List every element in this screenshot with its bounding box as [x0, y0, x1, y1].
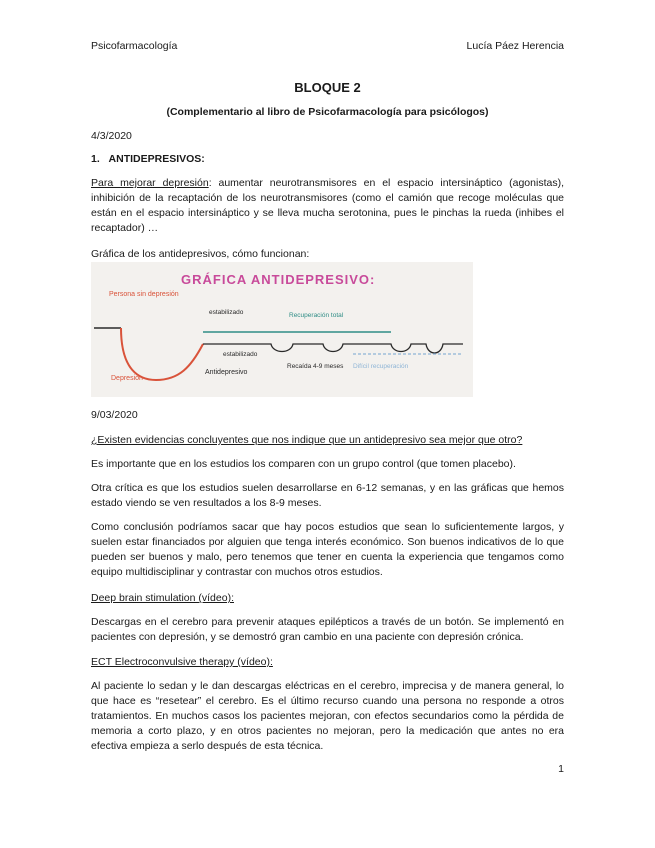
- date-2: 9/03/2020: [91, 409, 138, 421]
- document-title: BLOQUE 2: [294, 80, 361, 95]
- question-heading: ¿Existen evidencias concluyentes que nos indique que un antidepresivo sea mejor que otro?: [91, 434, 523, 446]
- section-number: 1.: [91, 153, 100, 165]
- label-dificil: Difícil recuperación: [353, 363, 409, 370]
- graph-title: GRÁFICA ANTIDEPRESIVO:: [181, 272, 376, 287]
- paragraph-1: [91, 176, 564, 236]
- paragraph-3: Otra crítica es que los estudios suelen desarrollarse en 6-12 semanas, y en las gráficas que hemos estado viendo se ven resultados a los 8-9 meses.: [91, 482, 564, 509]
- header-right: Lucía Páez Herencia: [466, 40, 564, 52]
- label-recuperacion-total: Recuperación total: [289, 312, 344, 319]
- label-recaida: Recaída 4-9 meses: [287, 363, 344, 370]
- document-subtitle: (Complementario al libro de Psicofarmacología para psicólogos): [166, 106, 489, 118]
- dbs-heading: Deep brain stimulation (vídeo):: [91, 592, 234, 604]
- label-estabilizado-mid: estabilizado: [223, 351, 258, 358]
- label-persona: Persona sin depresión: [109, 291, 179, 298]
- figure-caption: Gráfica de los antidepresivos, cómo funcionan:: [91, 248, 310, 260]
- header-left: Psicofarmacología: [91, 40, 178, 52]
- page-number: 1: [558, 763, 564, 775]
- label-estabilizado-top: estabilizado: [209, 309, 244, 316]
- depression-curve: [121, 328, 203, 380]
- paragraph-4: Como conclusión podríamos sacar que hay pocos estudios que sean lo suficientemente largos, y suelen estar financiados por alguien que tenga interés económico. Son buenos indicativos de lo que pueden ser buenos y malo, pero tenemos que tener en cuenta la experiencia que tengamos como equipo multidisciplinar y contrastar con muchos otros estudios.: [91, 521, 564, 578]
- date-1: 4/3/2020: [91, 130, 132, 142]
- paragraph-1-lead: Para mejorar depresión: [91, 177, 209, 189]
- paragraph-1-rest: : aumentar neurotransmisores en el espacio intersináptico (agonistas), inhibición de la recaptación de los neurotransmisores (como el camión que recoge moléculas que están en el espacio intersináptico y se lleva mucha serotonina, pues le pinchas la rueda (inhibes el recaptador) …: [91, 177, 564, 234]
- antidepressant-graph-image: [91, 262, 473, 397]
- paragraph-6: Al paciente lo sedan y le dan descargas eléctricas en el cerebro, imprecisa y de manera general, lo que hace es “resetear” el cerebro. Es el último recurso cuando una persona no responde a otros tratamientos. En muchos casos los pacientes mejoran, con efectos secundarios como la pérdida de memoria a corto plazo, y en otros pacientes no mejoran, pero la medicación que antes no era efectiva empieza a serlo después de esta técnica.: [91, 680, 564, 752]
- section-heading: [91, 152, 564, 167]
- paragraph-2: Es importante que en los estudios los comparen con un grupo control (que tomen placebo).: [91, 458, 516, 470]
- ect-heading: ECT Electroconvulsive therapy (vídeo):: [91, 656, 273, 668]
- paragraph-5: Descargas en el cerebro para prevenir ataques epilépticos a través de un botón. Se implementó en pacientes con depresión, y se demostró gran cambio en una paciente con depresión crónica.: [91, 616, 564, 643]
- antidepressant-graph-svg: [91, 262, 473, 397]
- label-depresion: Depresión: [111, 375, 143, 382]
- label-antidepresivo: Antidepresivo: [205, 369, 248, 376]
- section-title: ANTIDEPRESIVOS:: [108, 153, 205, 165]
